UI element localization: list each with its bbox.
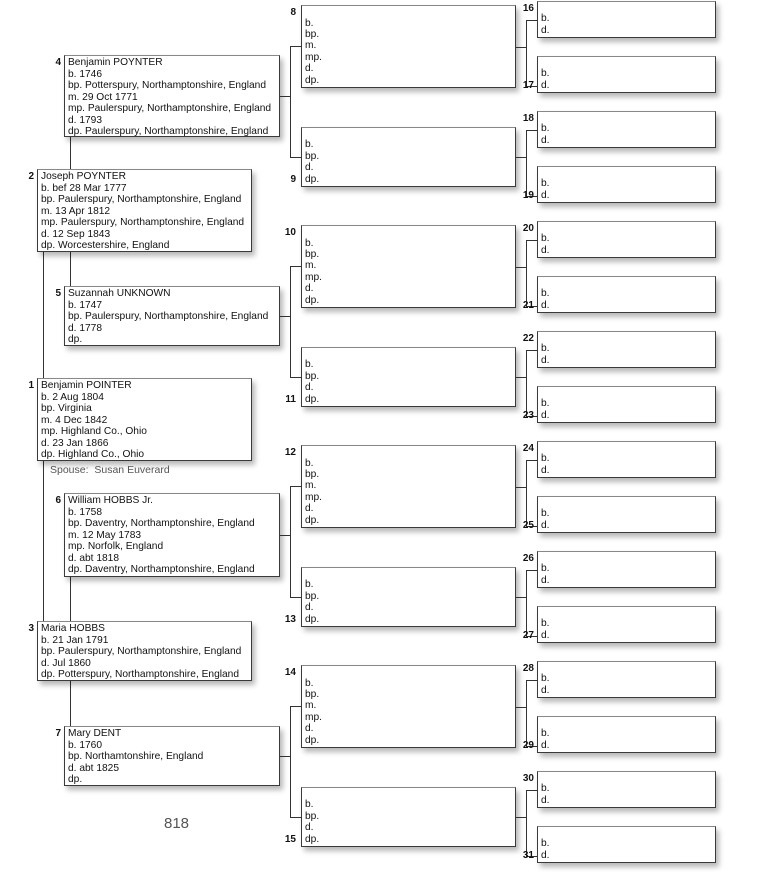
ancestor-number: 21 xyxy=(522,300,534,311)
connector-line xyxy=(526,460,527,526)
ancestor-number: 10 xyxy=(284,227,296,238)
person-detail: dp. Worcestershire, England xyxy=(41,239,170,251)
detail-label: d. xyxy=(541,189,550,201)
person-detail: dp. Paulerspury, Northamptonshire, England xyxy=(68,125,269,137)
ancestor-number: 9 xyxy=(290,174,296,185)
connector-line xyxy=(526,570,537,571)
detail-label: d. xyxy=(305,283,314,295)
ancestor-box-19[interactable] xyxy=(537,166,716,203)
ancestor-box-16[interactable] xyxy=(537,1,716,38)
person-box-4[interactable] xyxy=(64,55,280,137)
ancestor-box-31[interactable] xyxy=(537,826,716,863)
person-name: Maria HOBBS xyxy=(41,623,105,634)
person-detail: bp. Paulerspury, Northamptonshire, England xyxy=(41,646,242,658)
person-detail: b. 1760 xyxy=(68,739,102,751)
ancestor-box-13[interactable] xyxy=(301,567,516,627)
detail-label: b. xyxy=(541,783,550,795)
ancestor-number: 8 xyxy=(290,7,296,18)
person-name: Benjamin POINTER xyxy=(41,380,132,391)
detail-label: d. xyxy=(541,244,550,256)
detail-label: d. xyxy=(541,299,550,311)
connector-line xyxy=(526,20,537,21)
connector-line xyxy=(290,266,291,377)
ancestor-box-18[interactable] xyxy=(537,111,716,148)
detail-label: d. xyxy=(305,503,314,515)
ancestor-number: 13 xyxy=(284,614,296,625)
ancestor-number: 20 xyxy=(522,223,534,234)
ancestor-box-15[interactable] xyxy=(301,787,516,847)
ancestor-number: 16 xyxy=(522,3,534,14)
person-detail: b. 1747 xyxy=(68,299,102,311)
ancestor-box-9[interactable] xyxy=(301,127,516,187)
detail-label: d. xyxy=(541,684,550,696)
person-box-1[interactable] xyxy=(37,378,252,461)
connector-line xyxy=(70,681,71,726)
detail-label: d. xyxy=(305,162,314,174)
connector-line xyxy=(516,267,526,268)
person-detail: bp. Daventry, Northamptonshire, England xyxy=(68,518,255,530)
connector-line xyxy=(516,157,526,158)
ancestor-number: 24 xyxy=(522,443,534,454)
person-detail: d. 23 Jan 1866 xyxy=(41,437,109,449)
detail-label: d. xyxy=(541,629,550,641)
connector-line xyxy=(280,535,290,536)
ancestor-number: 5 xyxy=(55,288,61,299)
ancestor-box-10[interactable] xyxy=(301,225,516,308)
connector-line xyxy=(280,316,290,317)
person-detail: b. 21 Jan 1791 xyxy=(41,634,109,646)
ancestor-number: 4 xyxy=(55,57,61,68)
detail-label: bp. xyxy=(305,150,320,162)
detail-label: b. xyxy=(541,68,550,80)
ancestor-box-20[interactable] xyxy=(537,221,716,258)
connector-line xyxy=(526,350,537,351)
connector-line xyxy=(70,137,71,169)
person-detail: bp. Northamtonshire, England xyxy=(68,751,204,763)
detail-label: b. xyxy=(541,13,550,25)
ancestor-number: 28 xyxy=(522,663,534,674)
detail-label: bp. xyxy=(305,28,320,40)
person-name: Mary DENT xyxy=(68,728,122,739)
detail-label: d. xyxy=(541,134,550,146)
detail-label: bp. xyxy=(305,468,320,480)
connector-line xyxy=(526,790,527,856)
ancestor-box-25[interactable] xyxy=(537,496,716,533)
ancestor-box-22[interactable] xyxy=(537,331,716,368)
detail-label: m. xyxy=(305,40,317,52)
connector-line xyxy=(526,130,527,196)
person-detail: mp. Norfolk, England xyxy=(68,541,164,553)
detail-label: mp. xyxy=(305,491,322,503)
detail-label: b. xyxy=(305,359,314,371)
ancestor-box-17[interactable] xyxy=(537,56,716,93)
person-detail: d. 1793 xyxy=(68,114,102,126)
ancestor-number: 18 xyxy=(522,113,534,124)
connector-line xyxy=(526,130,537,131)
detail-label: dp. xyxy=(305,514,320,526)
detail-label: d. xyxy=(541,519,550,531)
detail-label: d. xyxy=(541,794,550,806)
detail-label: d. xyxy=(541,409,550,421)
page-number: 818 xyxy=(164,815,190,832)
detail-label: b. xyxy=(541,233,550,245)
detail-label: d. xyxy=(305,63,314,75)
person-name: Benjamin POYNTER xyxy=(68,57,163,68)
ancestor-number: 23 xyxy=(522,410,534,421)
connector-line xyxy=(290,377,301,378)
detail-label: dp. xyxy=(305,833,320,845)
connector-line xyxy=(280,756,290,757)
ancestor-number: 31 xyxy=(522,850,534,861)
spouse-line xyxy=(50,464,170,476)
detail-label: b. xyxy=(305,799,314,811)
detail-label: b. xyxy=(541,288,550,300)
connector-line xyxy=(290,817,301,818)
person-detail: b. 2 Aug 1804 xyxy=(41,391,104,403)
person-detail: b. 1746 xyxy=(68,68,102,80)
connector-line xyxy=(516,377,526,378)
ancestor-box-24[interactable] xyxy=(537,441,716,478)
ancestor-number: 17 xyxy=(522,80,534,91)
detail-label: dp. xyxy=(305,734,320,746)
detail-label: b. xyxy=(541,398,550,410)
detail-label: bp. xyxy=(305,370,320,382)
detail-label: d. xyxy=(541,79,550,91)
connector-line xyxy=(290,706,301,707)
detail-label: b. xyxy=(305,677,314,689)
person-detail: d. abt 1818 xyxy=(68,552,119,564)
detail-label: b. xyxy=(305,457,314,469)
detail-label: dp. xyxy=(305,613,320,625)
person-box-5[interactable] xyxy=(64,286,280,346)
detail-label: d. xyxy=(305,602,314,614)
spouse-label: Spouse: xyxy=(50,464,89,476)
connector-line xyxy=(526,680,527,746)
detail-label: d. xyxy=(305,382,314,394)
detail-label: dp. xyxy=(305,393,320,405)
detail-label: b. xyxy=(305,579,314,591)
ancestor-box-8[interactable] xyxy=(301,5,516,88)
person-detail: dp. xyxy=(68,774,83,786)
person-detail: bp. Potterspury, Northamptonshire, England xyxy=(68,80,267,92)
ancestor-box-11[interactable] xyxy=(301,347,516,407)
detail-label: m. xyxy=(305,260,317,272)
detail-label: d. xyxy=(541,464,550,476)
person-detail: m. 13 Apr 1812 xyxy=(41,205,111,217)
connector-line xyxy=(526,20,527,86)
detail-label: d. xyxy=(541,739,550,751)
detail-label: b. xyxy=(305,17,314,29)
connector-line xyxy=(516,487,526,488)
person-detail: d. Jul 1860 xyxy=(41,657,91,669)
detail-label: b. xyxy=(541,673,550,685)
person-detail: mp. Paulerspury, Northamptonshire, England xyxy=(41,217,245,229)
detail-label: bp. xyxy=(305,590,320,602)
ancestor-number: 6 xyxy=(55,495,61,506)
connector-line xyxy=(526,240,537,241)
detail-label: b. xyxy=(541,343,550,355)
connector-line xyxy=(526,460,537,461)
ancestor-number: 3 xyxy=(28,623,34,634)
ancestor-box-21[interactable] xyxy=(537,276,716,313)
detail-label: dp. xyxy=(305,173,320,185)
detail-label: b. xyxy=(541,618,550,630)
connector-line xyxy=(290,486,301,487)
connector-line xyxy=(516,707,526,708)
ancestor-number: 12 xyxy=(284,447,296,458)
ancestor-box-30[interactable] xyxy=(537,771,716,808)
ancestor-number: 27 xyxy=(522,630,534,641)
connector-line xyxy=(70,577,71,621)
ancestor-number: 11 xyxy=(285,394,296,405)
detail-label: d. xyxy=(541,574,550,586)
person-detail: mp. Paulerspury, Northamptonshire, England xyxy=(68,103,272,115)
ancestor-number: 15 xyxy=(284,834,296,845)
detail-label: mp. xyxy=(305,711,322,723)
ancestor-box-28[interactable] xyxy=(537,661,716,698)
detail-label: b. xyxy=(541,178,550,190)
detail-label: b. xyxy=(305,139,314,151)
detail-label: b. xyxy=(305,237,314,249)
detail-label: b. xyxy=(541,453,550,465)
detail-label: b. xyxy=(541,123,550,135)
ancestor-box-26[interactable] xyxy=(537,551,716,588)
connector-line xyxy=(526,790,537,791)
connector-line xyxy=(290,706,291,817)
detail-label: d. xyxy=(305,822,314,834)
connector-line xyxy=(526,570,527,636)
person-detail: b. bef 28 Mar 1777 xyxy=(41,182,127,194)
detail-label: b. xyxy=(541,563,550,575)
person-detail: m. 4 Dec 1842 xyxy=(41,414,108,426)
person-detail: dp. Daventry, Northamptonshire, England xyxy=(68,563,255,575)
detail-label: d. xyxy=(305,723,314,735)
detail-label: d. xyxy=(541,354,550,366)
detail-label: d. xyxy=(541,24,550,36)
detail-label: b. xyxy=(541,508,550,520)
person-detail: mp. Highland Co., Ohio xyxy=(41,426,147,438)
ancestor-number: 19 xyxy=(522,190,534,201)
ancestor-box-23[interactable] xyxy=(537,386,716,423)
connector-line xyxy=(526,240,527,306)
person-detail: dp. Highland Co., Ohio xyxy=(41,448,145,460)
spouse-name: Susan Euverard xyxy=(94,464,170,476)
connector-line xyxy=(516,817,526,818)
person-detail: d. abt 1825 xyxy=(68,762,119,774)
connector-line xyxy=(290,266,301,267)
connector-line xyxy=(290,46,301,47)
person-box-7[interactable] xyxy=(64,726,280,786)
ancestor-number: 14 xyxy=(284,667,296,678)
detail-label: dp. xyxy=(305,294,320,306)
detail-label: mp. xyxy=(305,271,322,283)
person-detail: d. 1778 xyxy=(68,322,102,334)
person-box-3[interactable] xyxy=(37,621,252,681)
connector-line xyxy=(516,47,526,48)
person-box-2[interactable] xyxy=(37,169,252,252)
detail-label: b. xyxy=(541,838,550,850)
person-detail: d. 12 Sep 1843 xyxy=(41,228,111,240)
ancestor-box-27[interactable] xyxy=(537,606,716,643)
connector-line xyxy=(290,486,291,597)
connector-line xyxy=(290,46,291,157)
connector-line xyxy=(43,252,44,378)
person-detail: m. 29 Oct 1771 xyxy=(68,91,138,103)
person-name: Suzannah UNKNOWN xyxy=(68,288,171,299)
ancestor-box-29[interactable] xyxy=(537,716,716,753)
connector-line xyxy=(280,96,290,97)
detail-label: m. xyxy=(305,480,317,492)
ancestor-number: 2 xyxy=(28,171,34,182)
ancestor-number: 29 xyxy=(522,740,534,751)
detail-label: bp. xyxy=(305,248,320,260)
person-detail: dp. Potterspury, Northamptonshire, England xyxy=(41,669,240,681)
person-detail: bp. Virginia xyxy=(41,403,92,415)
person-detail: dp. xyxy=(68,334,83,346)
person-detail: m. 12 May 1783 xyxy=(68,529,142,541)
connector-line xyxy=(526,680,537,681)
ancestor-number: 7 xyxy=(55,728,61,739)
ancestor-box-12[interactable] xyxy=(301,445,516,528)
detail-label: bp. xyxy=(305,810,320,822)
connector-line xyxy=(526,350,527,416)
detail-label: dp. xyxy=(305,74,320,86)
ancestor-number: 22 xyxy=(522,333,534,344)
connector-line xyxy=(516,597,526,598)
connector-line xyxy=(70,252,71,286)
detail-label: b. xyxy=(541,728,550,740)
person-detail: bp. Paulerspury, Northamptonshire, England xyxy=(68,311,269,323)
person-box-6[interactable] xyxy=(64,493,280,577)
person-name: William HOBBS Jr. xyxy=(68,495,153,506)
person-detail: b. 1758 xyxy=(68,506,102,518)
ancestor-number: 1 xyxy=(28,380,34,391)
detail-label: d. xyxy=(541,849,550,861)
connector-line xyxy=(290,597,301,598)
detail-label: bp. xyxy=(305,688,320,700)
ancestor-number: 26 xyxy=(522,553,534,564)
ancestor-number: 30 xyxy=(522,773,534,784)
connector-line xyxy=(290,157,301,158)
connector-line xyxy=(43,461,44,621)
person-detail: bp. Paulerspury, Northamptonshire, England xyxy=(41,194,242,206)
detail-label: mp. xyxy=(305,51,322,63)
detail-label: m. xyxy=(305,700,317,712)
ancestor-number: 25 xyxy=(522,520,534,531)
ancestor-box-14[interactable] xyxy=(301,665,516,748)
person-name: Joseph POYNTER xyxy=(41,171,126,182)
